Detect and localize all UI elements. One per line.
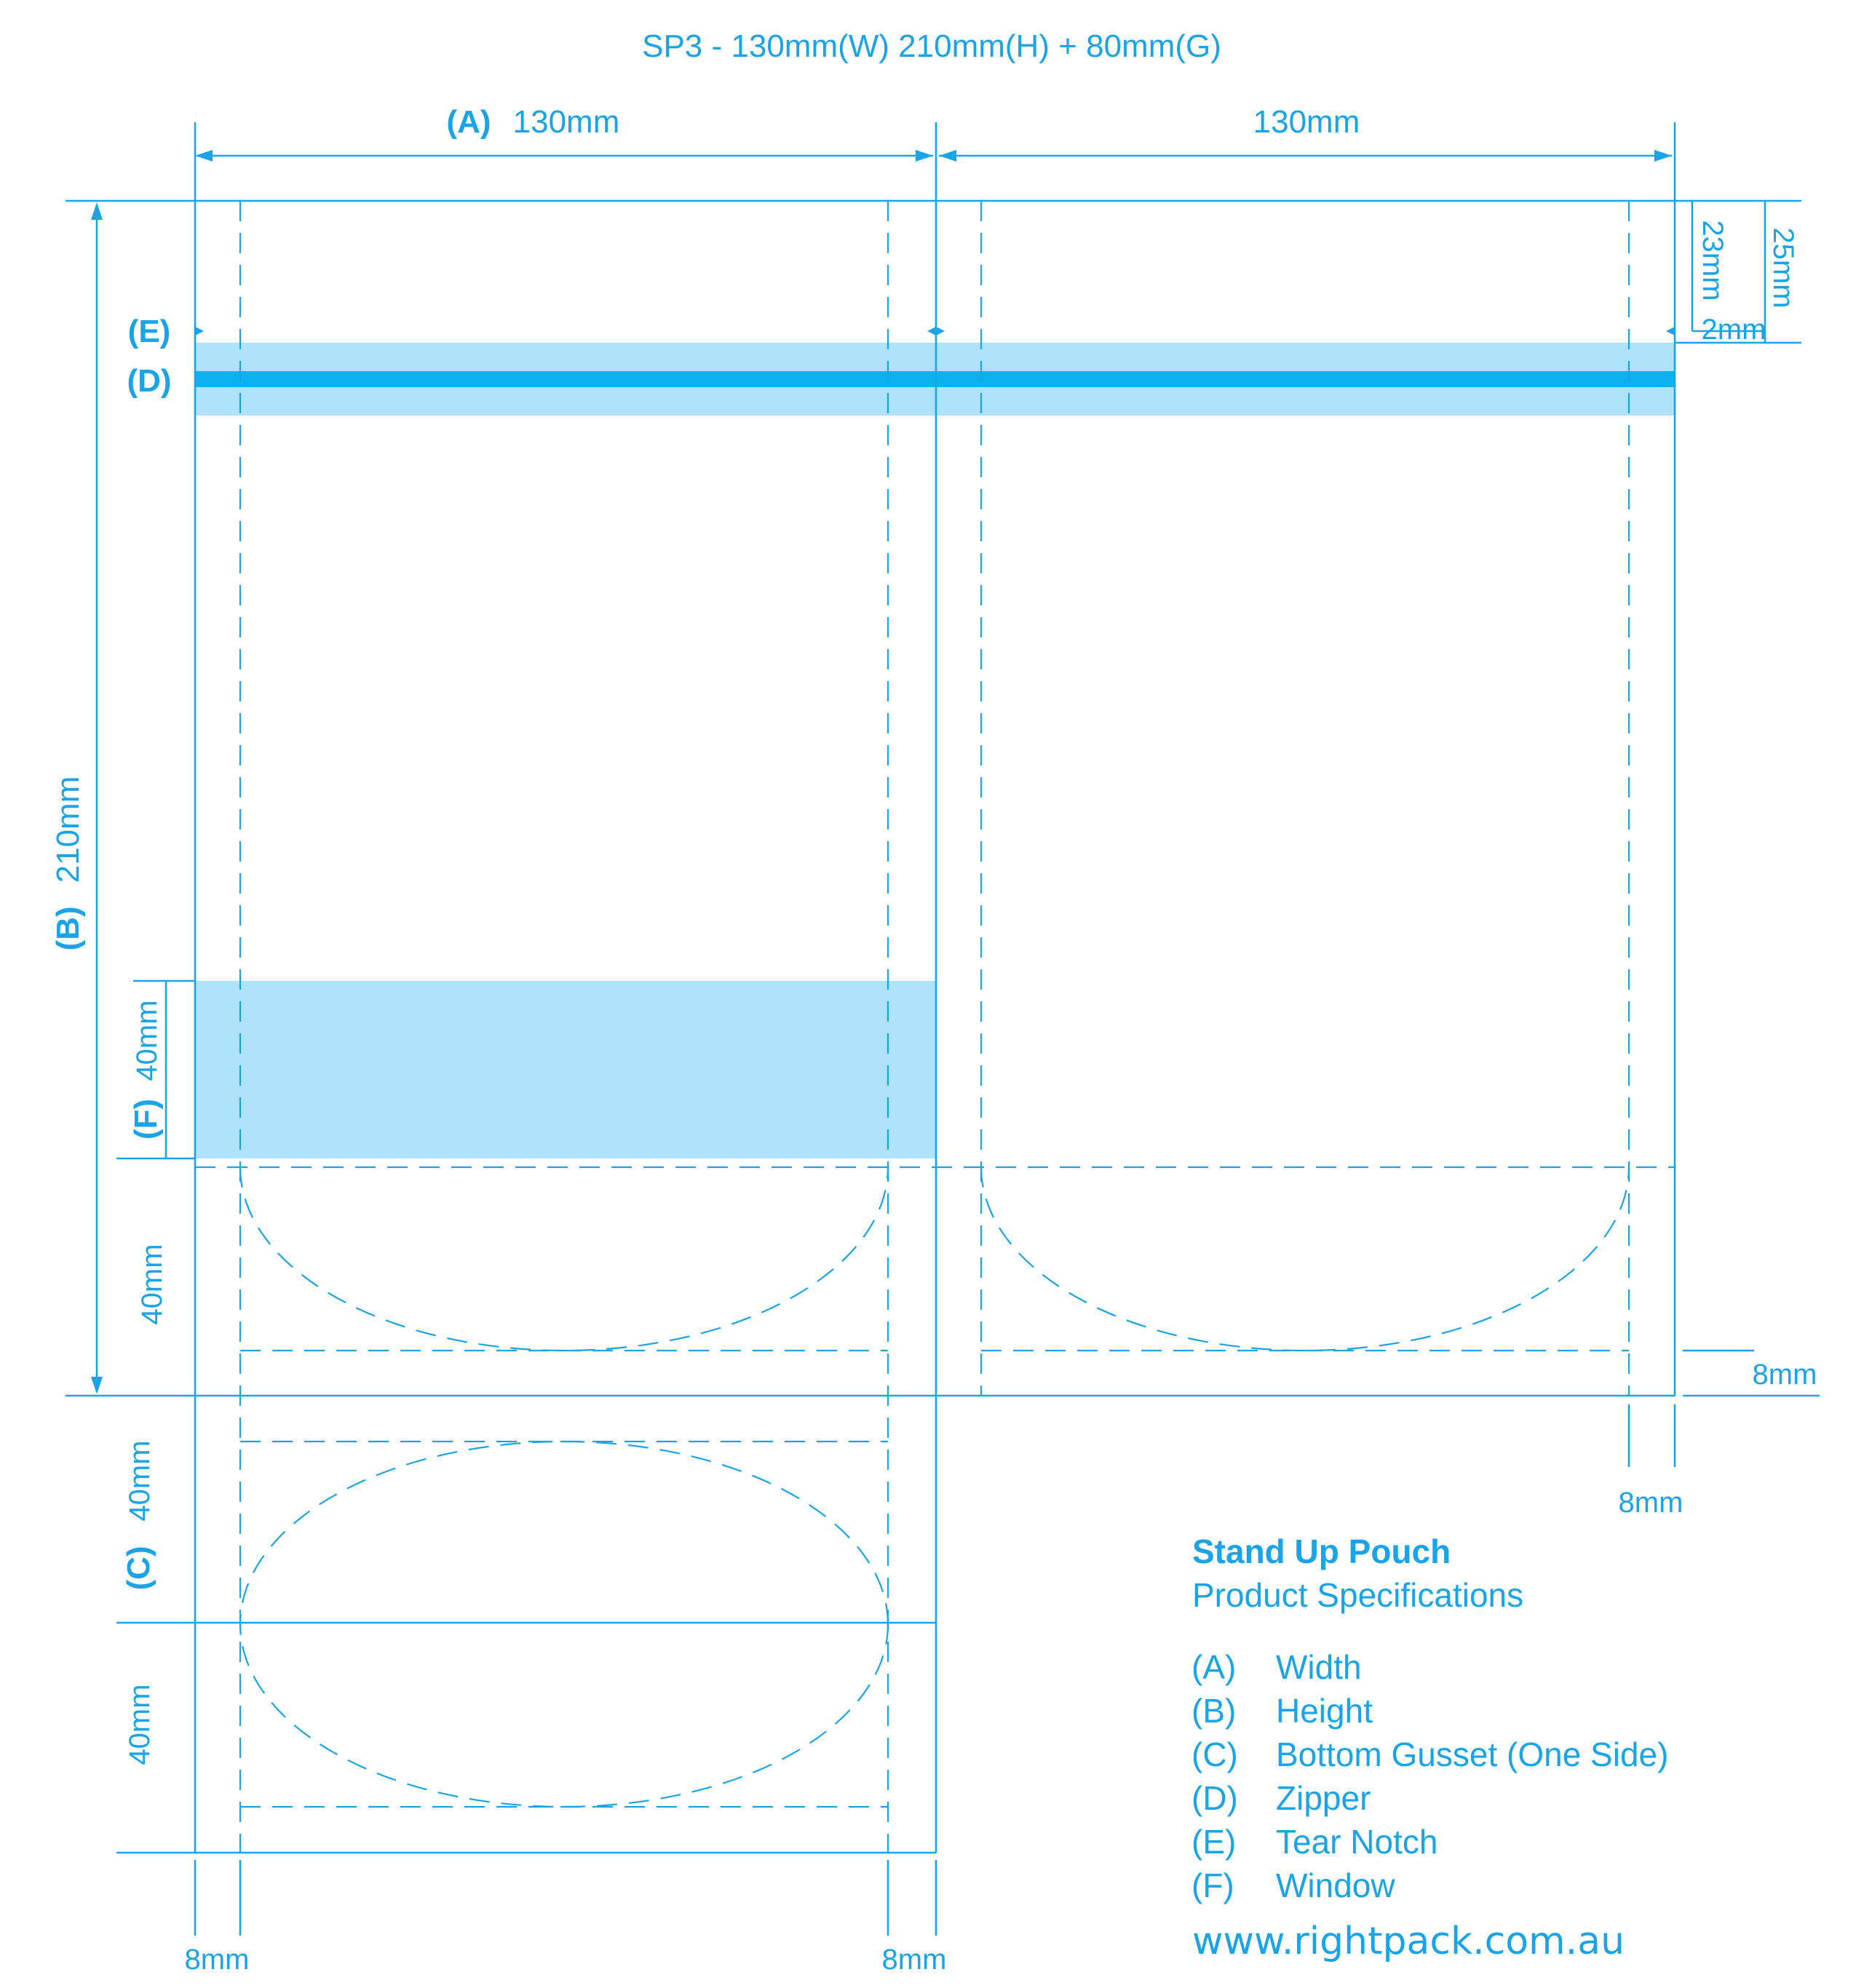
legend-key: (C) [1191,1735,1238,1773]
legend-label: Bottom Gusset (One Side) [1276,1735,1669,1773]
legend-key: (F) [1191,1866,1234,1904]
window-height-label: 40mm [131,1000,163,1081]
seal-bottom-left-label: 8mm [184,1944,250,1976]
legend-key: (E) [1191,1823,1237,1861]
website-link[interactable]: www.rightpack.com.au [1192,1920,1625,1963]
width-front-label: 130mm [512,104,620,140]
zipper-line [195,371,1675,387]
legend-label: Height [1276,1692,1373,1730]
legend-key: (B) [1191,1692,1237,1730]
legend [1191,1532,1668,1904]
notch-gap-label: 2mm [1701,314,1766,346]
height-tag: (B) [50,906,86,951]
height-label: 210mm [50,776,86,883]
zipper-tag: (D) [127,363,172,399]
tear-notch-tag: (E) [127,314,171,349]
page-title: SP3 - 130mm(W) 210mm(H) + 80mm(G) [642,28,1221,64]
tear-notch-depth-label: 23mm [1697,220,1729,301]
legend-label: Width [1276,1648,1362,1686]
width-tag: (A) [446,104,491,140]
gusset-lower-label: 40mm [124,1684,156,1765]
gusset-tag: (C) [121,1546,156,1591]
zipper-depth-label: 25mm [1767,227,1799,309]
window-area [195,981,936,1158]
legend-key: (D) [1191,1779,1238,1817]
gusset-fold-height-label: 40mm [136,1244,168,1325]
legend-key: (A) [1191,1648,1237,1686]
legend-label: Tear Notch [1276,1823,1438,1861]
gusset-upper-label: 40mm [124,1440,156,1522]
legend-label: Zipper [1276,1779,1371,1817]
legend-subtitle: Product Specifications [1192,1576,1524,1614]
width-dimension [195,122,1675,201]
width-back-label: 130mm [1253,104,1360,140]
seal-bottom-right-label: 8mm [1618,1487,1683,1519]
window-tag: (F) [128,1098,164,1140]
seal-bottom-middle-label: 8mm [881,1944,947,1976]
legend-label: Window [1276,1866,1395,1904]
seal-dimensions [195,1351,1820,1936]
tear-notch-marks [195,327,1675,335]
legend-title: Stand Up Pouch [1192,1532,1451,1570]
seal-right-label: 8mm [1752,1359,1817,1391]
